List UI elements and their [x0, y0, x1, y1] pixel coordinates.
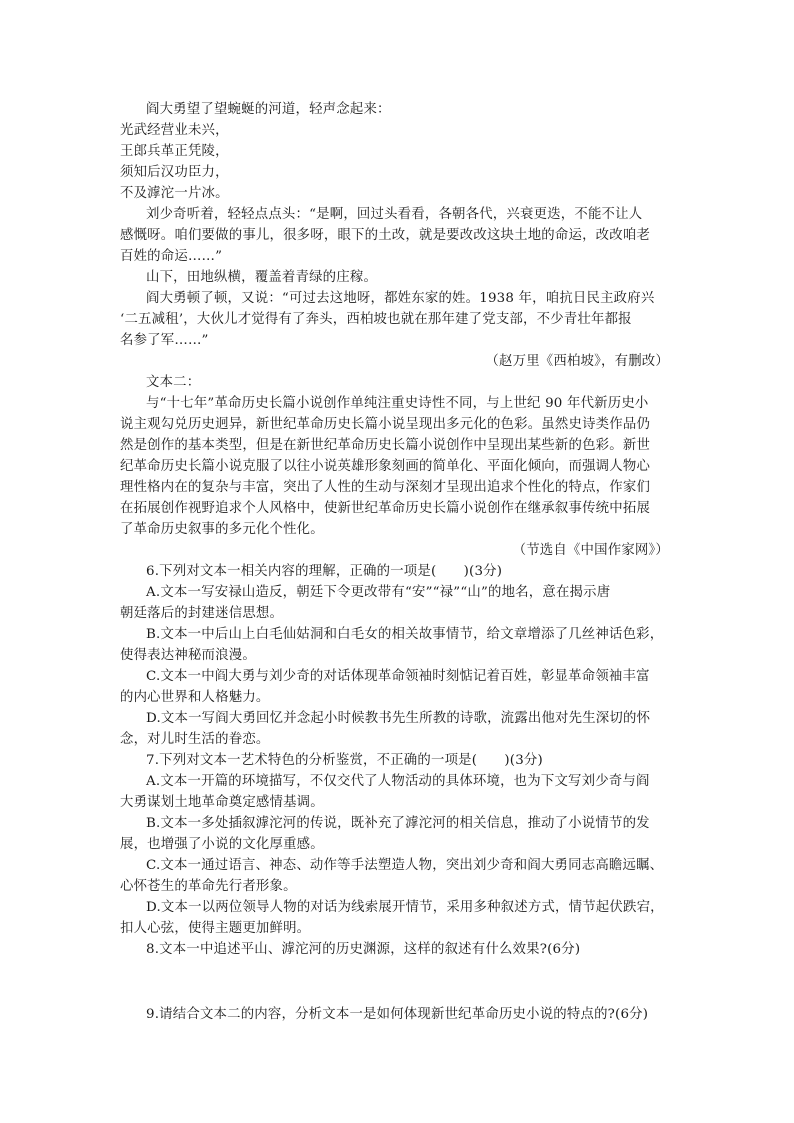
poem-line-1: 光武经营业未兴，	[120, 123, 229, 138]
text1-p4-line3: 名参了军……”	[120, 333, 209, 348]
q7-stem: 7.下列对文本一艺术特色的分析鉴赏，不正确的一项是( )(3分)	[146, 753, 543, 768]
text2-line2: 说主观勾兑历史迥异，新世纪革命历史长篇小说呈现出多元化的色彩。虽然史诗类作品仍	[120, 417, 651, 432]
text2-source: （节选自《中国作家网》）	[512, 543, 669, 558]
q7-option-c-line2: 心怀苍生的革命先行者形象。	[120, 879, 297, 894]
text2-line5: 理性格内在的复杂与丰富，突出了人性的生动与深刻才呈现出追求个性化的特点，作家们	[120, 480, 651, 495]
poem-line-3: 须知后汉功臣力，	[120, 165, 229, 180]
q6-option-b-line2: 使得表达神秘而浪漫。	[120, 648, 256, 663]
text2-line6: 在拓展创作视野追求个人风格中，使新世纪革命历史长篇小说创作在继承叙事传统中拓展	[120, 501, 651, 516]
q6-option-d-line1: D.文本一写阎大勇回忆并念起小时候教书先生所教的诗歌，流露出他对先生深切的怀	[146, 711, 651, 726]
q7-option-a-line1: A.文本一开篇的环境描写，不仅交代了人物活动的具体环境，也为下文写刘少奇与阎	[146, 774, 650, 789]
text2-line1: 与“十七年”革命历史长篇小说创作单纯注重史诗性不同，与上世纪 90 年代新历史小	[146, 396, 649, 411]
q7-option-b-line2: 展，也增强了小说的文化厚重感。	[120, 837, 324, 852]
q7-option-d-line2: 扣人心弦，使得主题更加鲜明。	[120, 921, 311, 936]
q6-option-a-line1: A.文本一写安禄山造反，朝廷下令更改带有“安”“禄”“山”的地名，意在揭示唐	[146, 585, 611, 600]
text1-p2-line1: 刘少奇听着，轻轻点点头：“是啊，回过头看看，各朝各代，兴衰更迭，不能不让人	[146, 207, 643, 222]
text1-source: （赵万里《西柏坡》，有删改）	[485, 354, 669, 369]
q9-stem: 9.请结合文本二的内容，分析文本一是如何体现新世纪革命历史小说的特点的?(6分)	[146, 1007, 649, 1022]
q7-option-b-line1: B.文本一多处插叙滹沱河的传说，既补充了滹沱河的相关信息，推动了小说情节的发	[146, 816, 650, 831]
q6-option-d-line2: 念，对儿时生活的眷恋。	[120, 732, 270, 747]
text2-line3: 然是创作的基本类型，但是在新世纪革命历史长篇小说创作中呈现出某些新的色彩。新世	[120, 438, 651, 453]
poem-line-4: 不及滹沱一片冰。	[120, 186, 229, 201]
q6-option-b-line1: B.文本一中后山上白毛仙姑洞和白毛女的相关故事情节，给文章增添了几丝神话色彩，	[146, 627, 664, 642]
q7-option-d-line1: D.文本一以两位领导人物的对话为线索展开情节，采用多种叙述方式，情节起伏跌宕，	[146, 900, 664, 915]
q8-stem: 8.文本一中追述平山、滹沱河的历史渊源，这样的叙述有什么效果?(6分)	[146, 942, 581, 957]
q6-option-a-line2: 朝廷落后的封建迷信思想。	[120, 606, 284, 621]
text1-p2-line3: 百姓的命运……”	[120, 249, 223, 264]
poem-line-2: 王郎兵革正凭陵，	[120, 144, 229, 159]
text1-intro: 阎大勇望了望蜿蜒的河道，轻声念起来：	[146, 102, 391, 117]
q7-option-c-line1: C.文本一通过语言、神态、动作等手法塑造人物，突出刘少奇和阎大勇同志高瞻远瞩、	[146, 858, 664, 873]
q6-option-c-line2: 的内心世界和人格魅力。	[120, 690, 270, 705]
text2-line7: 了革命历史叙事的多元化个性化。	[120, 522, 324, 537]
q6-stem: 6.下列对文本一相关内容的理解，正确的一项是( )(3分)	[146, 564, 503, 579]
text2-line4: 纪革命历史长篇小说克服了以往小说英雄形象刻画的简单化、平面化倾向，而强调人物心	[120, 459, 651, 474]
text1-p3: 山下，田地纵横，覆盖着青绿的庄稼。	[146, 270, 378, 285]
q7-option-a-line2: 大勇谋划土地革命奠定感情基调。	[120, 795, 324, 810]
q6-option-c-line1: C.文本一中阎大勇与刘少奇的对话体现革命领袖时刻惦记着百姓，彰显革命领袖丰富	[146, 669, 650, 684]
text2-heading: 文本二：	[146, 375, 201, 390]
text1-p4-line1: 阎大勇顿了顿，又说：“可过去这地呀，都姓东家的姓。1938 年，咱抗日民主政府兴	[146, 291, 655, 306]
text1-p2-line2: 感慨呀。咱们要做的事儿，很多呀，眼下的土改，就是要改改这块土地的命运，改改咱老	[120, 228, 651, 243]
text1-p4-line2: ‘二五减租’，大伙儿才觉得有了奔头，西柏坡也就在那年建了党支部，不少青壮年都报	[120, 312, 632, 327]
